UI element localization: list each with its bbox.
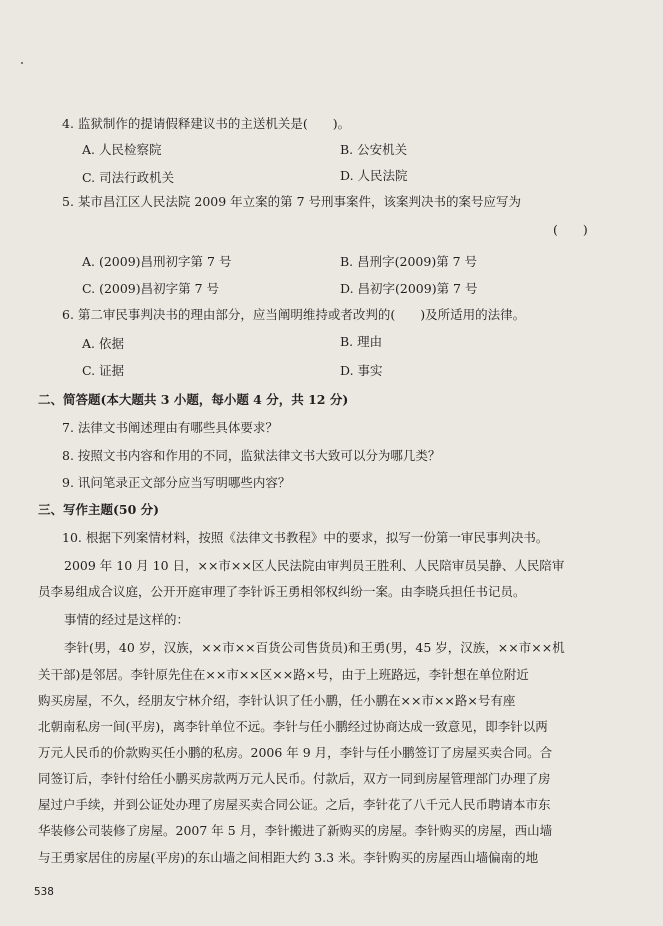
question-9: 9. 讯问笔录正文部分应当写明哪些内容？ bbox=[62, 475, 291, 490]
case-paragraph-line: 同签订后，李针付给任小鹏买房款两万元人民币。付款后，双方一同到房屋管理部门办理了房 bbox=[38, 771, 551, 786]
case-paragraph-line: 万元人民币的价款购买任小鹏的私房。2006 年 9 月，李针与任小鹏签订了房屋买卖合同。合 bbox=[38, 745, 553, 760]
case-paragraph-line: 李针(男，40 岁，汉族，××市××百货公司售货员)和王勇(男，45 岁，汉族，××市××机 bbox=[64, 640, 565, 655]
speck bbox=[21, 62, 23, 64]
question-5-answer-paren: ( ) bbox=[553, 222, 588, 237]
question-4-option-c: C. 司法行政机关 bbox=[82, 170, 175, 185]
question-4-option-a: A. 人民检察院 bbox=[82, 142, 162, 157]
question-6-option-a: A. 依据 bbox=[82, 336, 124, 351]
case-paragraph-line: 华装修公司装修了房屋。2007 年 5 月，李针搬进了新购买的房屋。李针购买的房屋，西山墙 bbox=[38, 823, 553, 838]
question-5-option-c: C. (2009)昌初字第 7 号 bbox=[82, 281, 220, 296]
case-paragraph-line: 北朝南私房一间(平房)，离李针单位不远。李针与任小鹏经过协商达成一致意见，即李针以两 bbox=[38, 719, 548, 734]
question-6-option-c: C. 证据 bbox=[82, 363, 125, 378]
question-4-option-b: B. 公安机关 bbox=[340, 142, 408, 157]
question-4-stem: 4. 监狱制作的提请假释建议书的主送机关是( )。 bbox=[62, 116, 351, 131]
case-paragraph-line: 屋过户手续，并到公证处办理了房屋买卖合同公证。之后，李针花了八千元人民币聘请本市东 bbox=[38, 797, 551, 812]
question-6-option-b: B. 理由 bbox=[340, 334, 383, 349]
question-7: 7. 法律文书阐述理由有哪些具体要求？ bbox=[62, 420, 278, 435]
question-10-instruction: 10. 根据下列案情材料，按照《法律文书教程》中的要求，拟写一份第一审民事判决书。 bbox=[62, 530, 549, 545]
question-5-option-d: D. 昌初字(2009)第 7 号 bbox=[340, 281, 478, 296]
section-3-title: 三、写作主题(50 分) bbox=[38, 502, 160, 517]
case-paragraph-line: 关干部)是邻居。李针原先住在××市××区××路×号，由于上班路远，李针想在单位附近 bbox=[38, 667, 529, 682]
page-number: 538 bbox=[34, 885, 54, 898]
question-8: 8. 按照文书内容和作用的不同，监狱法律文书大致可以分为哪几类？ bbox=[62, 448, 441, 463]
question-5-option-b: B. 昌刑字(2009)第 7 号 bbox=[340, 254, 478, 269]
question-6-stem: 6. 第二审民事判决书的理由部分，应当阐明维持或者改判的( )及所适用的法律。 bbox=[62, 307, 526, 322]
question-5-option-a: A. (2009)昌刑初字第 7 号 bbox=[82, 254, 232, 269]
case-paragraph-line: 购买房屋，不久，经朋友宁林介绍，李针认识了任小鹏，任小鹏在××市××路×号有座 bbox=[38, 693, 516, 708]
section-2-title: 二、简答题(本大题共 3 小题，每小题 4 分，共 12 分) bbox=[38, 392, 349, 407]
question-4-option-d: D. 人民法院 bbox=[340, 168, 408, 183]
question-5-stem: 5. 某市昌江区人民法院 2009 年立案的第 7 号刑事案件，该案判决书的案号应写为 bbox=[62, 194, 522, 209]
case-paragraph-line: 与王勇家居住的房屋(平房)的东山墙之间相距大约 3.3 米。李针购买的房屋西山墙偏南的地 bbox=[38, 850, 539, 865]
case-paragraph-line: 2009 年 10 月 10 日，××市××区人民法院由审判员王胜利、人民陪审员吴静、人民陪审 bbox=[64, 558, 565, 573]
question-6-option-d: D. 事实 bbox=[340, 363, 383, 378]
case-paragraph-line: 事情的经过是这样的： bbox=[64, 612, 190, 627]
case-paragraph-line: 员李易组成合议庭，公开开庭审理了李针诉王勇相邻权纠纷一案。由李晓兵担任书记员。 bbox=[38, 584, 526, 599]
